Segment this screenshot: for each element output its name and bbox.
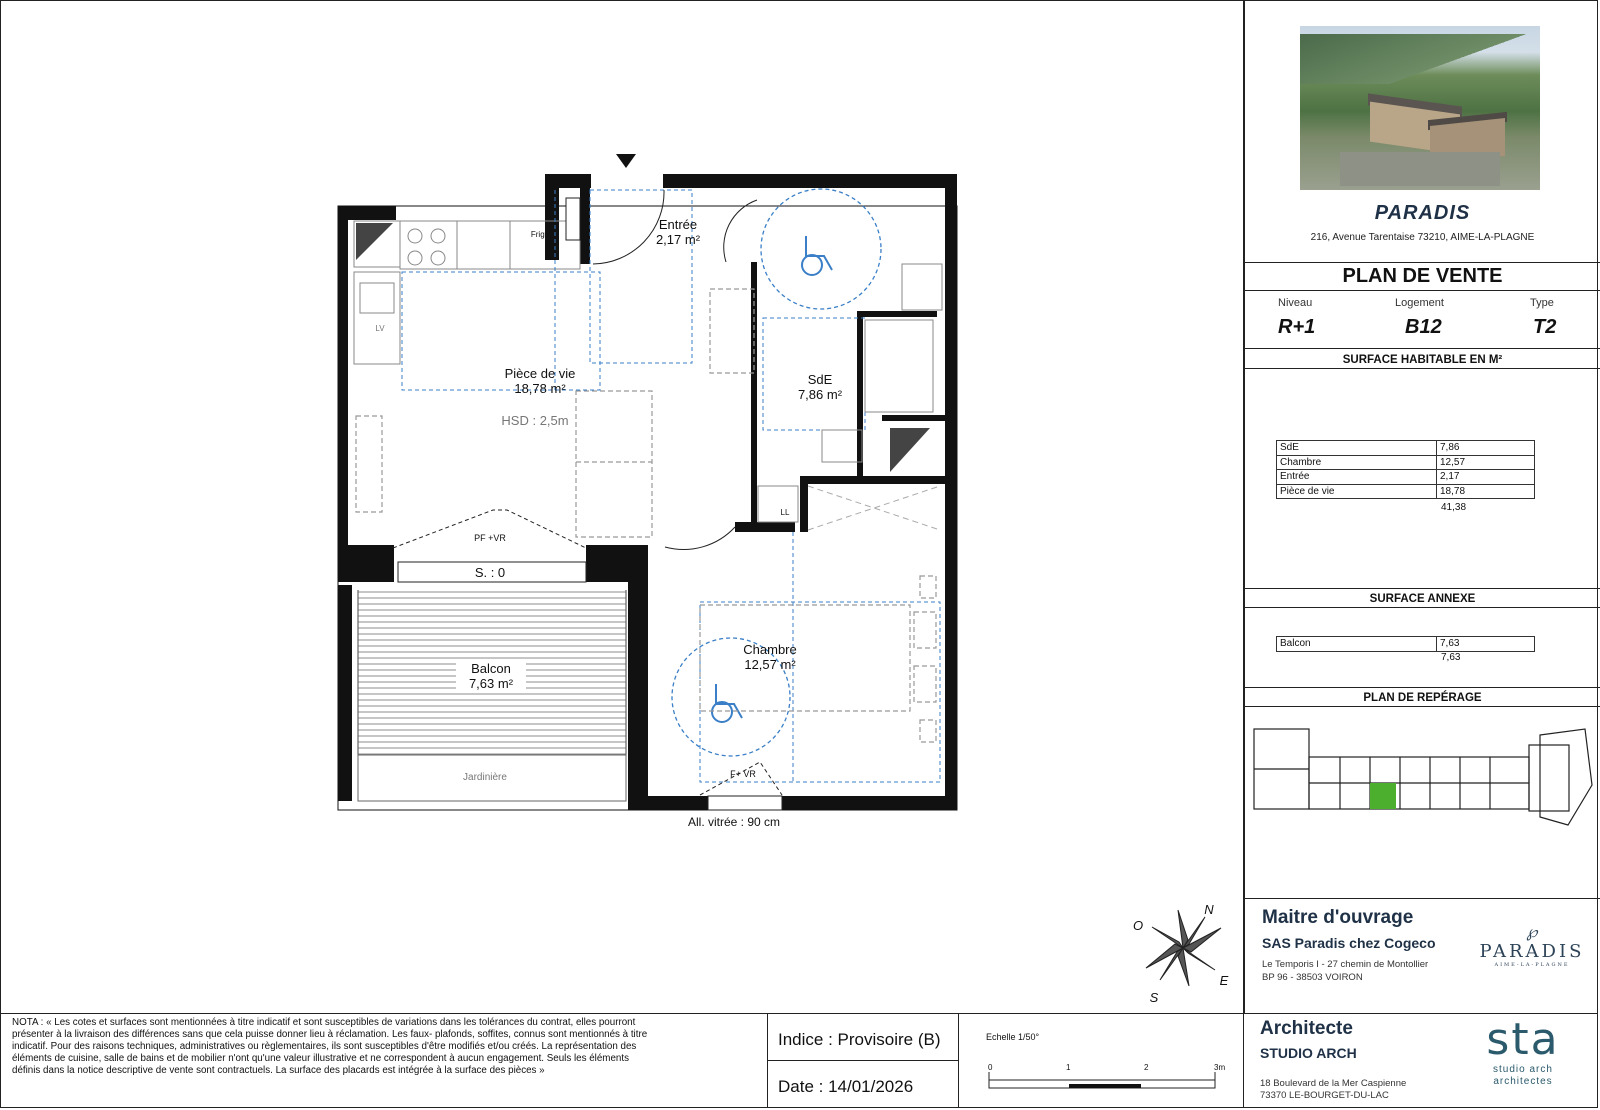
surface-habitable-title: SURFACE HABITABLE EN M² bbox=[1342, 354, 1503, 366]
hsd-label: HSD : 2,5m bbox=[501, 413, 569, 428]
table-row: Balcon 7,63 bbox=[1277, 637, 1535, 652]
maitre-address-1: Le Temporis I - 27 chemin de Montollier bbox=[1262, 959, 1429, 970]
balcon-label bbox=[456, 661, 526, 691]
architect-address-2: 73370 LE-BOURGET-DU-LAC bbox=[1260, 1090, 1389, 1101]
scale-tick-2: 2 bbox=[1144, 1063, 1149, 1072]
sta-logo-text: sta bbox=[1486, 1014, 1560, 1065]
scale-tick-3: 3m bbox=[1214, 1063, 1226, 1072]
architect-heading: Architecte bbox=[1260, 1018, 1353, 1039]
table-row: SdE 7,86 bbox=[1277, 441, 1535, 456]
surface-annexe-title: SURFACE ANNEXE bbox=[1369, 593, 1476, 605]
surface-habitable-table bbox=[1276, 440, 1535, 499]
maitre-address-2: BP 96 - 38503 VOIRON bbox=[1262, 972, 1363, 983]
chambre-label bbox=[735, 642, 805, 672]
divider bbox=[767, 1060, 958, 1061]
chambre-area: 12,57 m² bbox=[744, 657, 796, 672]
sde-label bbox=[790, 372, 850, 402]
divider bbox=[1245, 290, 1600, 291]
sde-area: 7,86 m² bbox=[797, 387, 843, 402]
scale-bar bbox=[985, 1058, 1225, 1098]
divider bbox=[1245, 706, 1600, 707]
ll-label: LL bbox=[780, 508, 790, 517]
piece-name: Pièce de vie bbox=[504, 366, 576, 381]
divider bbox=[1245, 262, 1600, 263]
maitre-address bbox=[1262, 958, 1428, 984]
architect-address-1: 18 Boulevard de la Mer Caspienne bbox=[1260, 1078, 1407, 1089]
niveau-value: R+1 bbox=[1278, 316, 1316, 338]
compass-o: O bbox=[1132, 918, 1144, 933]
divider bbox=[1245, 588, 1600, 589]
logement-value: B12 bbox=[1405, 316, 1442, 338]
architect-address bbox=[1260, 1078, 1406, 1102]
scale-tick-1: 1 bbox=[1066, 1063, 1071, 1072]
piece-de-vie-label bbox=[485, 366, 595, 396]
project-photo bbox=[1300, 26, 1540, 190]
table-row: Chambre 12,57 bbox=[1277, 455, 1535, 470]
surface-habitable-total: 41,38 bbox=[1441, 502, 1467, 513]
type-label: Type bbox=[1530, 297, 1554, 309]
pf-vr-label: PF +VR bbox=[474, 533, 506, 543]
divider bbox=[1243, 1013, 1244, 1108]
paradis-logo-sub: AIME-LA-PLAGNE bbox=[1494, 962, 1570, 968]
piece-area: 18,78 m² bbox=[514, 381, 566, 396]
compass-s: S bbox=[1149, 990, 1159, 1005]
entree-area: 2,17 m² bbox=[655, 232, 701, 247]
divider bbox=[1245, 607, 1600, 608]
divider bbox=[1245, 368, 1600, 369]
divider bbox=[1245, 687, 1600, 688]
date-label: Date : 14/01/2026 bbox=[778, 1077, 914, 1096]
jardiniere-label: Jardinière bbox=[463, 772, 507, 783]
compass-n: N bbox=[1204, 902, 1214, 917]
sde-name: SdE bbox=[807, 372, 833, 387]
balcon-name: Balcon bbox=[471, 661, 511, 676]
surface-annexe-table bbox=[1276, 636, 1535, 652]
surface-annexe-total: 7,63 bbox=[1441, 652, 1461, 663]
reperage-title: PLAN DE REPÉRAGE bbox=[1363, 692, 1482, 704]
sta-logo-line2: architectes bbox=[1493, 1076, 1553, 1087]
type-value: T2 bbox=[1533, 316, 1557, 338]
scale-tick-0: 0 bbox=[988, 1063, 993, 1072]
indice-label: Indice : Provisoire (B) bbox=[778, 1030, 941, 1049]
plan-title: PLAN DE VENTE bbox=[1342, 265, 1503, 287]
project-name: PARADIS bbox=[1374, 202, 1471, 224]
logement-label: Logement bbox=[1395, 297, 1444, 309]
divider bbox=[1245, 898, 1600, 899]
entree-label bbox=[648, 217, 708, 247]
compass-e: E bbox=[1219, 973, 1229, 988]
compass-rose bbox=[1146, 910, 1221, 986]
niveau-label: Niveau bbox=[1278, 297, 1313, 309]
s0-label: S. : 0 bbox=[474, 565, 506, 580]
sta-logo bbox=[1478, 1016, 1568, 1088]
table-row: Pièce de vie 18,78 bbox=[1277, 484, 1535, 499]
paradis-logo: ℘ PARADIS AIME-LA-PLAGNE bbox=[1477, 922, 1587, 968]
site-plan bbox=[1250, 725, 1595, 835]
lv-label: LV bbox=[375, 324, 385, 333]
frigo-label: Frigo bbox=[530, 230, 550, 239]
divider bbox=[1245, 348, 1600, 349]
table-row: Entrée 2,17 bbox=[1277, 470, 1535, 485]
project-address: 216, Avenue Tarentaise 73210, AIME-LA-PLAGNE bbox=[1310, 232, 1535, 243]
architect-name: STUDIO ARCH bbox=[1260, 1045, 1357, 1061]
paradis-logo-text: PARADIS bbox=[1479, 941, 1585, 962]
balcon-area: 7,63 m² bbox=[468, 676, 514, 691]
chambre-name: Chambre bbox=[743, 642, 797, 657]
f-vr-label: F+ VR bbox=[730, 769, 756, 779]
maitre-name: SAS Paradis chez Cogeco bbox=[1262, 935, 1436, 951]
divider bbox=[958, 1013, 959, 1108]
entree-name: Entrée bbox=[658, 217, 698, 232]
nota-text: NOTA : « Les cotes et surfaces sont mentionnées à titre indicatif et sont susceptibles de variations dans les tolérances du contrat, elles pourront présenter à la livraison des différences sans que cela puisse donner lieu à réclamation. Les faux- plafonds, soffites, connus sont mentionnés à titre indicatif. Pour des raisons techniques, administratives ou règlementaires, ils sont susceptibles d'être modifiés et/ou créés. La représentation des éléments de cuisine, salle de bains et de mobilier n'ont qu'une valeur illustrative et ne correspondent à aucun engagement. Seuls les éléments définis dans la notice descriptive de vente sont contractuels. La surface des placards est intégrée à la surface des pièces » bbox=[12, 1017, 648, 1076]
title-block bbox=[1243, 0, 1598, 1013]
sta-logo-line1: studio arch bbox=[1493, 1064, 1553, 1075]
maitre-heading: Maitre d'ouvrage bbox=[1262, 907, 1414, 928]
echelle-label: Echelle 1/50° bbox=[986, 1032, 1040, 1042]
all-vitree-label: All. vitrée : 90 cm bbox=[688, 815, 781, 829]
